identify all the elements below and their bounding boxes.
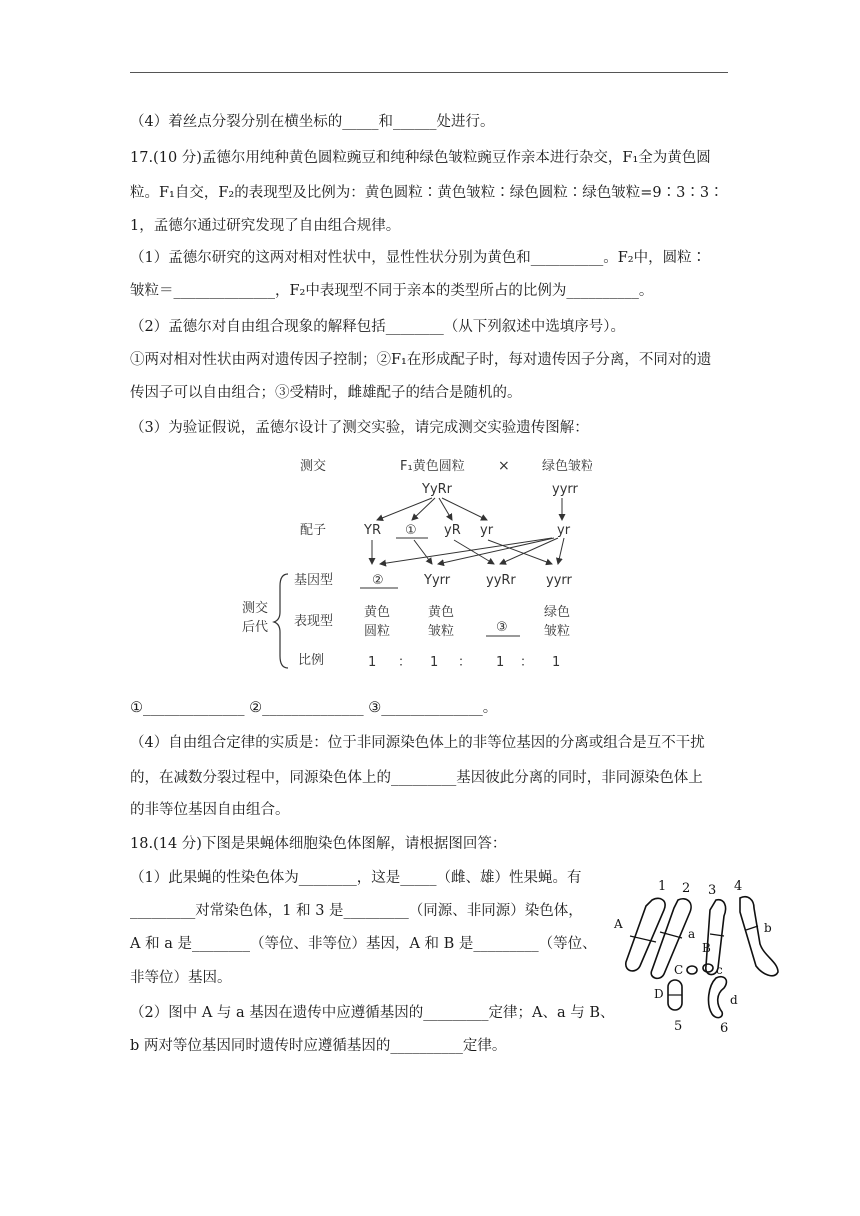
testcross-diagram bbox=[232, 448, 592, 676]
q18-part1-line4: 非等位）基因。 bbox=[130, 970, 232, 986]
gene-C: C bbox=[674, 963, 684, 977]
chromosome-number-4: 4 bbox=[734, 879, 743, 894]
phenotype-1-line2: 圆粒 bbox=[364, 624, 391, 639]
gene-A: A bbox=[614, 917, 623, 931]
gamete-yr: yr bbox=[480, 523, 494, 538]
phenotype-4-line2: 皱粒 bbox=[544, 624, 571, 639]
q18-stem: 18.(14 分)下图是果蝇体细胞染色体图解，请根据图回答： bbox=[130, 836, 507, 852]
q18-part2-line2: b 两对等位基因同时遗传时应遵循基因的__________定律。 bbox=[130, 1038, 507, 1054]
q17-part1-line2: 皱粒＝______________，F₂中表现型不同于亲本的类型所占的比例为__________。 bbox=[130, 283, 654, 299]
label-ratio: 比例 bbox=[298, 653, 325, 668]
genotype-f1: YyRr bbox=[422, 482, 453, 497]
arrow-f1-yR bbox=[439, 498, 452, 520]
ratio-sep-3: ： bbox=[520, 655, 534, 670]
ratio-2: 1 bbox=[430, 655, 439, 670]
label-offspring-1: 测交 bbox=[242, 601, 269, 616]
chromosome-number-1: 1 bbox=[658, 879, 667, 894]
label-parent2: 绿色皱粒 bbox=[542, 459, 592, 474]
q17-part4-line1: （4）自由组合定律的实质是：位于非同源染色体上的非等位基因的分离或组合是互不干扰 bbox=[130, 735, 705, 751]
chromosome-number-2: 2 bbox=[682, 881, 691, 896]
label-genotype: 基因型 bbox=[294, 573, 334, 588]
label-gametes: 配子 bbox=[300, 523, 327, 538]
chromosome-small-2 bbox=[703, 964, 713, 972]
gene-b: b bbox=[764, 921, 772, 935]
q16-part4: （4）着丝点分裂分别在横坐标的_____和______处进行。 bbox=[130, 114, 495, 130]
q17-part3-answers: ①______________ ②______________ ③______________。 bbox=[130, 700, 498, 716]
phenotype-2-line1: 黄色 bbox=[428, 605, 455, 620]
phenotype-blank-3: ③ bbox=[496, 620, 508, 635]
cross-sign: × bbox=[498, 458, 510, 474]
gamete-blank-1: ① bbox=[405, 523, 417, 538]
gamete-p2-yr: yr bbox=[557, 523, 571, 538]
q17-stem-line1: 17.(10 分)孟德尔用纯种黄色圆粒豌豆和纯种绿色皱粒豌豆作亲本进行杂交，F₁全为黄色圆 bbox=[130, 150, 711, 166]
offspring-genotype-blank-2: ② bbox=[372, 573, 384, 588]
offspring-genotype-yyRr: yyRr bbox=[486, 573, 516, 588]
gamete-yR: yR bbox=[444, 523, 461, 538]
arrow-yr-offspring4 bbox=[488, 540, 552, 564]
q18-part2-line1: （2）图中 A 与 a 基因在遗传中应遵循基因的_________定律；A、a 与 B、 bbox=[130, 1005, 615, 1021]
offspring-genotype-yyrr: yyrr bbox=[546, 573, 572, 588]
header-rule bbox=[130, 72, 728, 73]
label-test-cross: 测交 bbox=[300, 459, 327, 474]
arrow-g2-offspring2 bbox=[414, 540, 432, 564]
gamete-yr-dominant: YR bbox=[364, 523, 381, 538]
label-offspring-2: 后代 bbox=[242, 620, 269, 635]
q17-part3: （3）为验证假说，孟德尔设计了测交实验，请完成测交实验遗传图解： bbox=[130, 420, 589, 436]
gene-c: c bbox=[716, 963, 723, 977]
q17-stem-line3: 1，孟德尔通过研究发现了自由组合规律。 bbox=[130, 218, 401, 234]
q17-part2: （2）孟德尔对自由组合现象的解释包括________（从下列叙述中选填序号）。 bbox=[130, 319, 625, 335]
phenotype-1-line1: 黄色 bbox=[364, 605, 391, 620]
chromosome-small-1 bbox=[687, 966, 697, 974]
chromosome-number-6: 6 bbox=[720, 1021, 729, 1036]
phenotype-4-line1: 绿色 bbox=[544, 605, 571, 620]
arrow-p2-offspring1 bbox=[380, 538, 552, 564]
q17-part1-line1: （1）孟德尔研究的这两对相对性状中，显性性状分别为黄色和__________。F₂中，圆粒∶ bbox=[130, 250, 707, 266]
ratio-3: 1 bbox=[496, 655, 505, 670]
q17-stem-line2: 粒。F₁自交，F₂的表现型及比例为：黄色圆粒∶黄色皱粒∶绿色圆粒∶绿色皱粒=9∶3∶3∶ bbox=[130, 185, 724, 201]
offspring-genotype-Yyrr: Yyrr bbox=[424, 573, 451, 588]
gene-D: D bbox=[654, 987, 664, 1001]
ratio-sep-2: ： bbox=[458, 655, 472, 670]
arrow-p2-offspring2 bbox=[438, 538, 554, 564]
gene-d: d bbox=[730, 993, 738, 1007]
label-phenotype: 表现型 bbox=[294, 614, 334, 629]
brace bbox=[274, 574, 288, 668]
q18-part1-line2: _________对常染色体，1 和 3 是_________（同源、非同源）染色体， bbox=[130, 903, 583, 919]
gene-B: B bbox=[702, 941, 711, 955]
phenotype-2-line2: 皱粒 bbox=[428, 624, 455, 639]
q17-part4-line2: 的，在减数分裂过程中，同源染色体上的_________基因彼此分离的同时，非同源染色体上 bbox=[130, 770, 703, 786]
ratio-4: 1 bbox=[552, 655, 561, 670]
gene-a: a bbox=[688, 927, 696, 941]
chromosome-6 bbox=[709, 977, 727, 1018]
gene-mark-4 bbox=[746, 926, 758, 930]
q17-options-line1: ①两对相对性状由两对遗传因子控制；②F₁在形成配子时，每对遗传因子分离，不同对的遗 bbox=[130, 352, 712, 368]
chromosome-number-5: 5 bbox=[674, 1019, 683, 1034]
fruit-fly-chromosome-figure bbox=[612, 876, 788, 1036]
q18-part1-line3: A 和 a 是________（等位、非等位）基因，A 和 B 是_________（等位、 bbox=[130, 936, 597, 952]
chromosome-4 bbox=[740, 897, 778, 976]
q18-part1-line1: （1）此果蝇的性染色体为________，这是_____（雌、雄）性果蝇。有 bbox=[130, 870, 582, 886]
q17-part4-line3: 的非等位基因自由组合。 bbox=[130, 802, 290, 818]
arrow-p2-offspring4 bbox=[558, 538, 564, 564]
ratio-sep-1: ： bbox=[398, 655, 412, 670]
chromosome-number-3: 3 bbox=[708, 883, 717, 898]
q17-options-line2: 传因子可以自由组合；③受精时，雌雄配子的结合是随机的。 bbox=[130, 385, 522, 401]
chromosome-1 bbox=[626, 898, 665, 970]
chromosome-2 bbox=[651, 899, 691, 979]
genotype-parent2: yyrr bbox=[552, 482, 578, 497]
ratio-1: 1 bbox=[368, 655, 377, 670]
label-f1: F₁黄色圆粒 bbox=[400, 459, 465, 474]
arrow-f1-yr bbox=[442, 498, 487, 520]
